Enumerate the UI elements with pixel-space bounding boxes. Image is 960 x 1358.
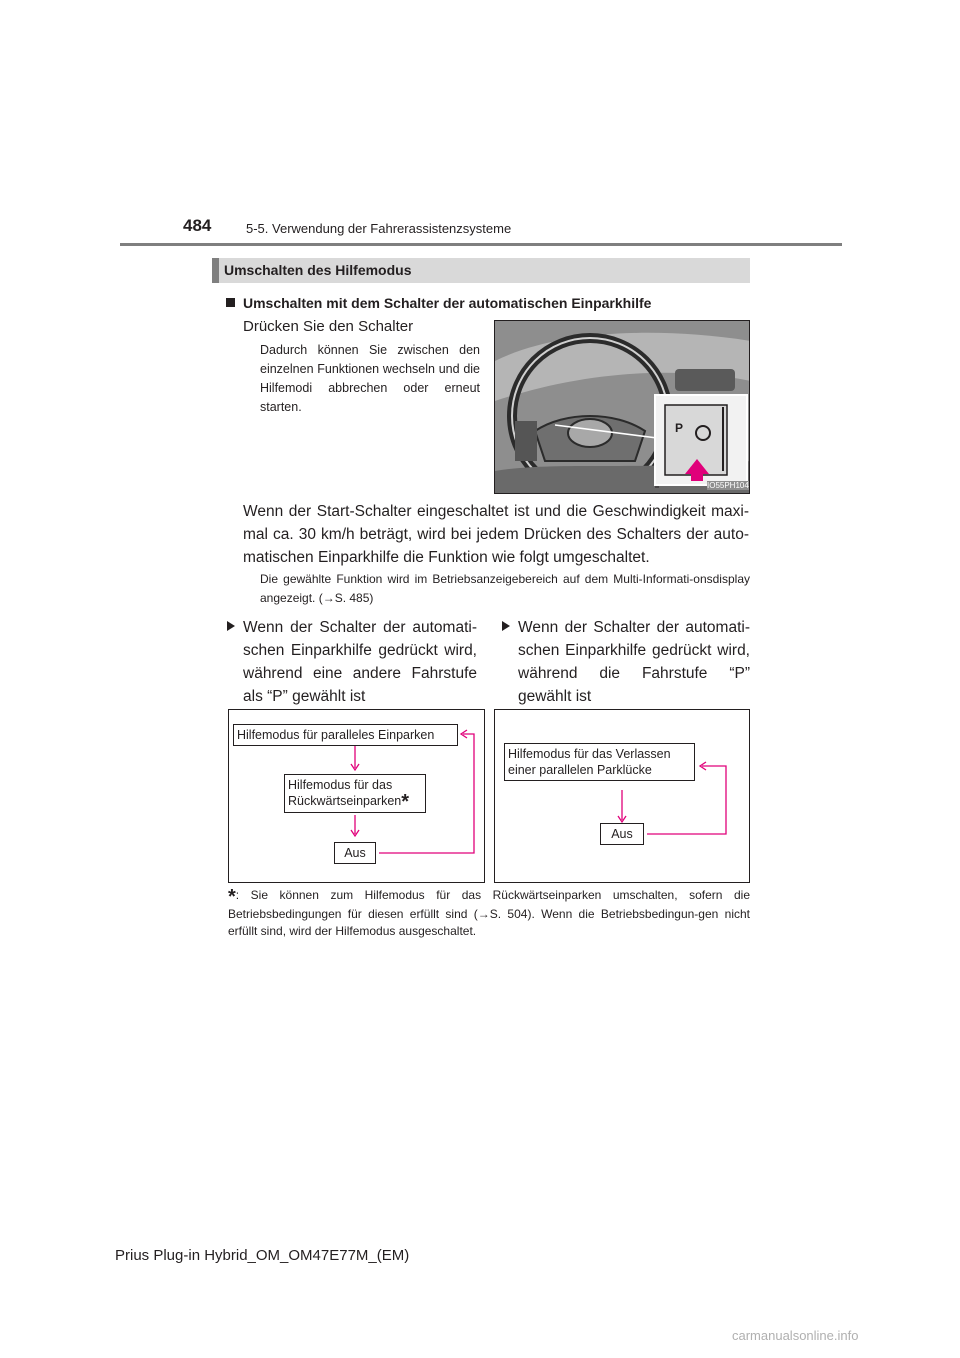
section-title: 5-5. Verwendung der Fahrerassistenzsysteme	[246, 221, 512, 236]
mode-diagram-right	[494, 709, 750, 883]
main-paragraph: Wenn der Start-Schalter eingeschaltet ist und die Geschwindigkeit maxi-mal ca. 30 km/h beträgt, wird bei jedem Drücken des Schalters der auto-matischen Einparkhilfe die Funktion wie folgt umgeschaltet.	[243, 503, 749, 566]
mode-box-reverse-parking	[284, 774, 426, 813]
footnote-text: : Sie können zum Hilfemodus für das Rückwärtseinparken umschalten, sofern die Betriebsbedingungen für diesen erfüllt sind (→S. 504). Wenn die Betriebsbedingun-gen nicht erfüllt sind, wird der Hilfemodus ausgeschaltet.	[228, 888, 750, 938]
step-label: Drücken Sie den Schalter	[243, 318, 414, 335]
display-note: Die gewählte Funktion wird im Betriebsanzeigebereich auf dem Multi-Informati-onsdisplay angezeigt. (→S. 485)	[260, 572, 750, 605]
triangle-bullet-icon	[502, 621, 510, 631]
switch-letter: P	[675, 421, 684, 435]
switch-illustration	[494, 320, 750, 494]
mode-box-exit-line1: Hilfemodus für das Verlassen	[508, 747, 671, 761]
mode-box-exit-parking	[504, 743, 695, 781]
asterisk-mark: *	[401, 791, 410, 813]
footnote-asterisk: *	[228, 886, 236, 908]
subsection-heading	[226, 295, 651, 311]
mode-box-parallel-parking: Hilfemodus für paralleles Einparken	[233, 724, 458, 746]
case-left-text: Wenn der Schalter der automati-schen Einparkhilfe gedrückt wird, während eine andere Fahrstufe als “P” gewählt ist	[243, 619, 477, 705]
mode-box-reverse-line1: Hilfemodus für das	[288, 778, 393, 792]
watermark: carmanualsonline.info	[732, 1328, 859, 1343]
square-bullet-icon	[226, 298, 235, 307]
footnote	[228, 887, 750, 940]
case-left	[243, 616, 477, 708]
subsection-title: Umschalten mit dem Schalter der automatischen Einparkhilfe	[243, 295, 652, 311]
mode-box-exit-line2: einer parallelen Parklücke	[508, 763, 652, 777]
mode-box-reverse-line2: Rückwärtseinparken*	[288, 791, 410, 813]
header-rule	[120, 243, 842, 246]
case-right-text: Wenn der Schalter der automati-schen Einparkhilfe gedrückt wird, während die Fahrstufe “P” gewählt ist	[518, 619, 750, 705]
manual-id: Prius Plug-in Hybrid_OM_OM47E77M_(EM)	[115, 1247, 410, 1264]
illustration-code: IO55PH104	[707, 481, 749, 490]
triangle-bullet-icon	[227, 621, 235, 631]
step-description: Dadurch können Sie zwischen den einzelnen Funktionen wechseln und die Hilfemodi abbrechen oder erneut starten.	[260, 343, 480, 414]
mode-diagram-left	[228, 709, 485, 883]
section-band-marker	[212, 258, 219, 283]
page-number: 484	[183, 216, 212, 235]
section-band-title: Umschalten des Hilfemodus	[224, 262, 412, 278]
case-right	[518, 616, 750, 708]
mode-box-off-left: Aus	[334, 842, 376, 864]
flow-arrows-right	[495, 710, 751, 884]
dashboard-drawing	[495, 321, 750, 494]
mode-box-off-right: Aus	[600, 823, 644, 845]
